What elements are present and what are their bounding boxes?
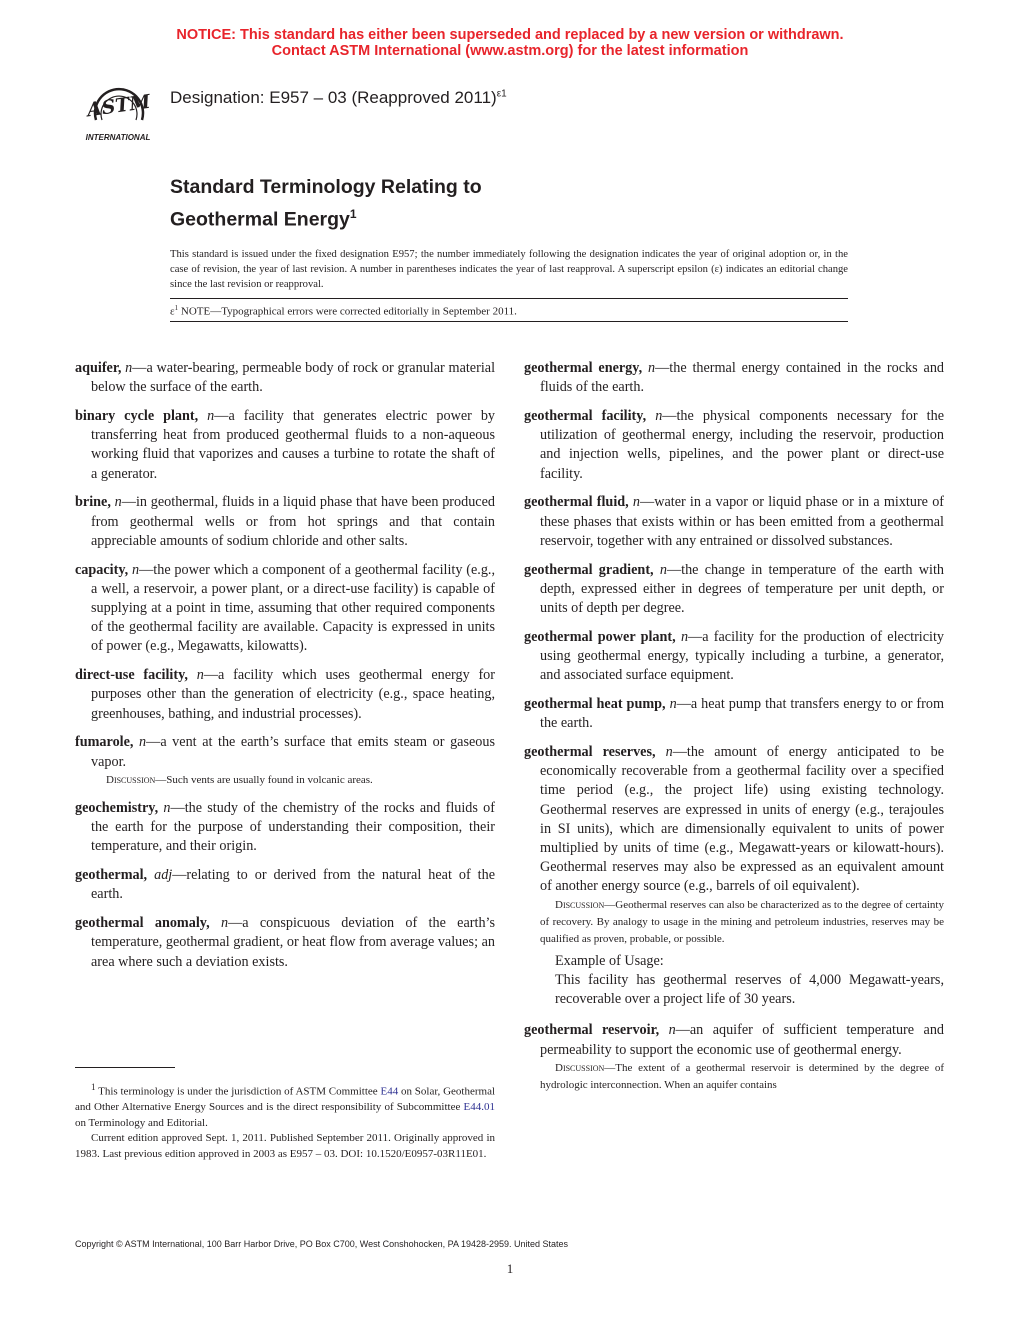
term-entry: geothermal energy, n—the thermal energy contained in the rocks and fluids of the earth.: [524, 360, 945, 396]
term-entry: aquifer, n—a water-bearing, permeable body of rock or granular material below the surface of the earth.: [75, 360, 496, 396]
title-footnote-ref: 1: [349, 207, 357, 221]
term-entry: fumarole, n—a vent at the earth’s surface that emits steam or gaseous vapor.: [75, 734, 495, 770]
discussion: Discussion—Geothermal reserves can also be characterized as to the degree of certainty of recovery. By analogy to usage in the mining and petroleum industries, reserves may be qualified as proven, probable, or possible.: [540, 899, 944, 946]
discussion: Discussion—Such vents are usually found in volcanic areas.: [106, 774, 373, 787]
title-line-2: Geothermal Energy: [170, 208, 350, 231]
term-entry: geothermal gradient, n—the change in temperature of the earth with depth, expressed either in degrees of temperature per unit depth, or units of depth per degree.: [524, 561, 945, 617]
term-entry: brine, n—in geothermal, fluids in a liquid phase that have been produced from geothermal wells or from hot springs and that contain appreciable amounts of sodium chloride and other salts.: [75, 494, 495, 549]
page-number: 1: [506, 1261, 514, 1276]
designation: Designation: E957 – 03 (Reapproved 2011)$^{\varepsilon 1}$: [170, 88, 507, 107]
left-column: [75, 359, 495, 981]
discussion: Discussion—The extent of a geothermal reservoir is determined by the degree of hydrologic interconnection. When an aquifer contains: [540, 1062, 944, 1092]
term-entry: geothermal heat pump, n—a heat pump that transfers energy to or from the earth.: [524, 696, 945, 732]
term-entry: binary cycle plant, n—a facility that generates electric power by transferring heat from produced geothermal fluids to a non-aqueous working fluid that vaporizes and causes a turbine to rotate the shaft of a generator.: [75, 408, 496, 482]
term-entry: geothermal facility, n—the physical components necessary for the utilization of geothermal energy, including the reservoir, production and injection wells, pipelines, and the power plant or direct-use facility.: [524, 408, 944, 482]
notice-line-1: NOTICE: This standard has either been superseded and replaced by a new version or withdrawn.: [176, 27, 844, 43]
issuance-statement: This standard is issued under the fixed designation E957; the number immediately following the designation indicates the year of original adoption or, in the case of revision, the year of last revision. A number in parentheses indicates the year of last reapproval. A superscript epsilon (ε) indicates an editorial change since the last revision or reapproval.: [170, 249, 848, 290]
term-entry: capacity, n—the power which a component of a geothermal facility (e.g., a well, a reservoir, a power plant, or a direct-use facility) is capable of supplying at a point in time, assuming that other required components of the geothermal facility are available. Capacity is expressed in units of power (e.g., Megawatts, kilowatts).: [75, 561, 496, 655]
term-entry: geothermal reservoir, n—an aquifer of sufficient temperature and permeability to support the economic use of geothermal energy.: [524, 1022, 945, 1058]
example-of-usage: Example of Usage: This facility has geothermal reserves of 4,000 Megawatt-years, recoverable over a project life of 30 years.: [555, 952, 944, 1008]
term-entry: direct-use facility, n—a facility which uses geothermal energy for purposes other than the generation of electricity (e.g., space heating, greenhouses, bathing, and industrial processes).: [75, 667, 495, 722]
term-entry: geothermal anomaly, n—a conspicuous deviation of the earth’s temperature, geothermal gradient, or heat flow from average values; an area where such a deviation exists.: [75, 915, 496, 970]
copyright: Copyright © ASTM International, 100 Barr Harbor Drive, PO Box C700, West Conshohocken, PA 19428-2959. United States: [75, 1239, 569, 1249]
header-rule-top: [170, 298, 848, 299]
title-line-1: Standard Terminology Relating to: [170, 176, 482, 198]
footnote-rule: [75, 1067, 175, 1068]
term-entry: geothermal power plant, n—a facility for the production of electricity using geothermal energy, typically including a turbine, a generator, and associated surface equipment.: [524, 628, 945, 684]
footnote: $^1$ This terminology is under the jurisdiction of ASTM Committee E44 on Solar, Geothermal and Other Alternative Energy Sources and is the direct responsibility of Subcommittee E44.01 on Terminology and Editorial. Current edition approved Sept. 1, 2011. Published September 2011. Originally approved in 1983. Last previous edition approved in 2003 as E957 – 03. DOI: 10.1520/E0957-03R11E01.: [75, 1082, 496, 1160]
astm-logo-subtext: INTERNATIONAL: [85, 133, 151, 142]
designation-sup: ε1: [496, 88, 507, 100]
subcommittee-link[interactable]: E44.01: [463, 1101, 495, 1114]
page-title: [170, 174, 482, 234]
term-entry: geothermal reserves, n—the amount of energy anticipated to be economically recoverable from a geothermal facility over a specified time period (e.g., the project life) using existing technology. Geothermal reserves are expressed in units of energy (e.g., terajoules in SI units), which are dimensionally equivalent to units of power multiplied by units of time (e.g., Megawatt-years or kilowatt-hours). Geothermal reserves may also be expressed as an equivalent amount of another energy source (e.g., barrels of oil equivalent).: [524, 744, 945, 895]
term-entry: geochemistry, n—the study of the chemistry of the rocks and fluids of the earth for the purpose of understanding their composition, their temperature, and their origin.: [75, 800, 495, 855]
astm-logo: [72, 74, 164, 144]
notice-line-2: Contact ASTM International (www.astm.org) for the latest information: [271, 43, 749, 59]
term-entry: geothermal fluid, n—water in a vapor or liquid phase or in a mixture of these phases that exists within or has been emitted from a geothermal reservoir, together with any entrained or dissolved substances.: [524, 494, 945, 549]
term-entry: geothermal, adj—relating to or derived from the natural heat of the earth.: [75, 867, 496, 903]
committee-link[interactable]: E44: [380, 1085, 399, 1098]
editorial-note: $\varepsilon^1$ NOTE—Typographical errors were corrected editorially in September 2011.: [170, 304, 517, 318]
right-column: [524, 359, 944, 1104]
astm-logo-text: ASTM: [85, 90, 152, 122]
header-rule-bottom: [170, 321, 848, 322]
